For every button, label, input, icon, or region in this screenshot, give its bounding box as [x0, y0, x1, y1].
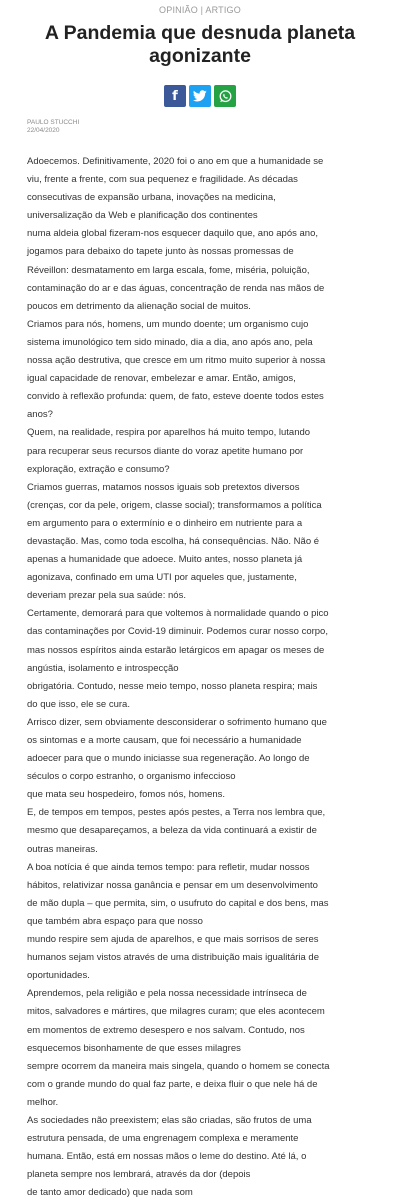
article-text-line: igual capacidade de renovar, embelezar e amar. Então, amigos,	[27, 373, 296, 385]
article-text-line: mitos, salvadores e mártires, que milagres curam; que eles acontecem	[27, 1006, 325, 1018]
article-text-line: em momentos de extremo desespero e nos salvam. Contudo, nos	[27, 1024, 305, 1036]
article-text-line: com o grande mundo do qual faz parte, e deixa fluir o que nele há de	[27, 1078, 318, 1090]
article-text-line: jogamos para debaixo do tapete junto às nossas promessas de	[27, 246, 294, 258]
article-text-line: obrigatória. Contudo, nesse meio tempo, nosso planeta respira; mais	[27, 680, 318, 692]
article-text-line: anos?	[27, 409, 53, 421]
article-text-line: nossa ação destrutiva, que cresce em um ritmo muito superior à nossa	[27, 355, 326, 367]
article-text-line: mas nossos espíritos ainda estarão letárgicos em apagar os meses de	[27, 644, 325, 656]
article-text-line: convido à reflexão profunda: quem, de fato, esteve doente todos estes	[27, 391, 324, 403]
whatsapp-icon	[218, 89, 233, 104]
article-text-line: séculos o corpo estranho, o organismo infeccioso	[27, 771, 236, 783]
article-title-line: A Pandemia que desnuda planeta	[44, 22, 356, 44]
article-text-line: Réveillon: desmatamento em larga escala, fome, miséria, poluição,	[27, 264, 310, 276]
article-text-line: mundo respire sem ajuda de aparelhos, e que mais sorrisos de seres	[27, 934, 319, 946]
article-text-line: angústia, isolamento e introspecção	[27, 662, 179, 674]
whatsapp-share-button[interactable]	[214, 85, 236, 107]
article-text-line: que também abra espaço para que nosso	[27, 915, 203, 927]
article-text-line: consecutivas de expansão urbana, inovações na medicina,	[27, 192, 276, 204]
article-text-line: outras maneiras.	[27, 843, 98, 855]
article-text-line: em argumento para o extermínio e o dinheiro em nutriente para a	[27, 517, 303, 529]
article-title-line: agonizante	[149, 45, 251, 67]
article-text-line: Criamos para nós, homens, um mundo doente; um organismo cujo	[27, 318, 309, 330]
article-text-line: que mata seu hospedeiro, fomos nós, homens.	[27, 789, 226, 801]
article-text-line: A boa notícia é que ainda temos tempo: para refletir, mudar nossos	[27, 861, 310, 873]
article-text-line: planeta sempre nos lembrará, através da dor (depois	[27, 1169, 251, 1181]
share-bar	[0, 85, 400, 107]
twitter-share-button[interactable]	[189, 85, 211, 107]
article-text-line: viu, frente a frente, com sua pequenez e fragilidade. As décadas	[27, 174, 298, 186]
article-text-line: Criamos guerras, matamos nossos iguais sob pretextos diversos	[27, 481, 300, 493]
article-body	[27, 153, 372, 1202]
article-text-line: agonizava, confinado em uma UTI por aqueles que, justamente,	[27, 572, 297, 584]
article-text-line: Quem, na realidade, respira por aparelhos há muito tempo, lutando	[27, 427, 311, 439]
article-text-line: para recuperar seus recursos diante do voraz apetite humano por	[27, 445, 304, 457]
facebook-share-button[interactable]	[164, 85, 186, 107]
article-text-line: estrutura pensada, de uma engrenagem complexa e meramente	[27, 1133, 299, 1145]
article-text-line: oportunidades.	[27, 970, 90, 982]
article-text-line: de tanto amor dedicado) que nada som	[27, 1187, 193, 1199]
facebook-icon: f	[172, 88, 178, 104]
article-text-line: exploração, extração e consumo?	[27, 463, 170, 475]
article-text-line: mesmo que desapareçamos, a beleza da vida continuará a existir de	[27, 825, 317, 837]
author-name: PAULO STUCCHI	[27, 119, 80, 126]
article-text-line: humanos sejam vistos através de uma distribuição mais igualitária de	[27, 952, 319, 964]
article-text-line: Aprendemos, pela religião e pela nossa necessidade intrínseca de	[27, 988, 307, 1000]
article-text-line: (crenças, cor da pele, origem, classe social); transformamos a política	[27, 499, 322, 511]
article-text-line: esquecemos bisonhamente de que esses milagres	[27, 1042, 241, 1054]
article-text-line: sempre ocorrem da maneira mais singela, quando o homem se conecta	[27, 1060, 330, 1072]
article-text-line: E, de tempos em tempos, pestes após pestes, a Terra nos lembra que,	[27, 807, 326, 819]
article-text-line: contaminação do ar e das águas, concentração de renda nas mãos de	[27, 282, 325, 294]
article-text-line: adoecer para que o mundo iniciasse sua regeneração. Ao longo de	[27, 753, 310, 765]
article-text-line: numa aldeia global fizeram-nos esquecer daquilo que, ano após ano,	[27, 228, 319, 240]
article-text-line: os sintomas e a morte causam, que foi necessário a humanidade	[27, 735, 302, 746]
article-text-line: Certamente, demorará para que voltemos à normalidade quando o pico	[27, 608, 329, 620]
article-text-line: melhor.	[27, 1096, 59, 1108]
article-text-line: apenas a humanidade que adoece. Muito antes, nosso planeta já	[27, 554, 303, 566]
article-text-line: hábitos, relativizar nossa ganância e pensar em um desenvolvimento	[27, 879, 318, 891]
publish-date: 22/04/2020	[27, 127, 60, 134]
article-text-line: do que isso, ele se cura.	[27, 698, 130, 710]
article-text-line: devastação. Mas, como toda escolha, há consequências. Não. Não é	[27, 535, 320, 547]
article-text-line: Arrisco dizer, sem obviamente desconsiderar o sofrimento humano que	[27, 716, 327, 728]
article-text-line: de mão dupla – que permita, sim, o usufruto do capital e dos bens, mas	[27, 897, 329, 909]
article-text-line: poucos em detrimento da alienação social de muitos.	[27, 300, 251, 312]
article-text-line: deveriam prezar pela sua saúde: nós.	[27, 590, 186, 602]
article-text-line: sistema imunológico tem sido minado, dia a dia, ano após ano, pela	[27, 336, 313, 348]
article-text-line: humana. Então, está em nossas mãos o leme do destino. Até lá, o	[27, 1151, 307, 1163]
article-text-line: das contaminações por Covid-19 diminuir. Podemos curar nosso corpo,	[27, 626, 328, 638]
article-text-line: universalização da Web e planificação dos continentes	[27, 210, 258, 222]
article-text-line: As sociedades não preexistem; elas são criadas, são frutos de uma	[27, 1114, 312, 1126]
article-text-line: Adoecemos. Definitivamente, 2020 foi o ano em que a humanidade se	[27, 156, 324, 167]
byline	[27, 119, 400, 135]
twitter-icon	[193, 90, 207, 102]
category-breadcrumb[interactable]: OPINIÃO | ARTIGO	[159, 5, 241, 15]
article-title	[14, 22, 386, 68]
